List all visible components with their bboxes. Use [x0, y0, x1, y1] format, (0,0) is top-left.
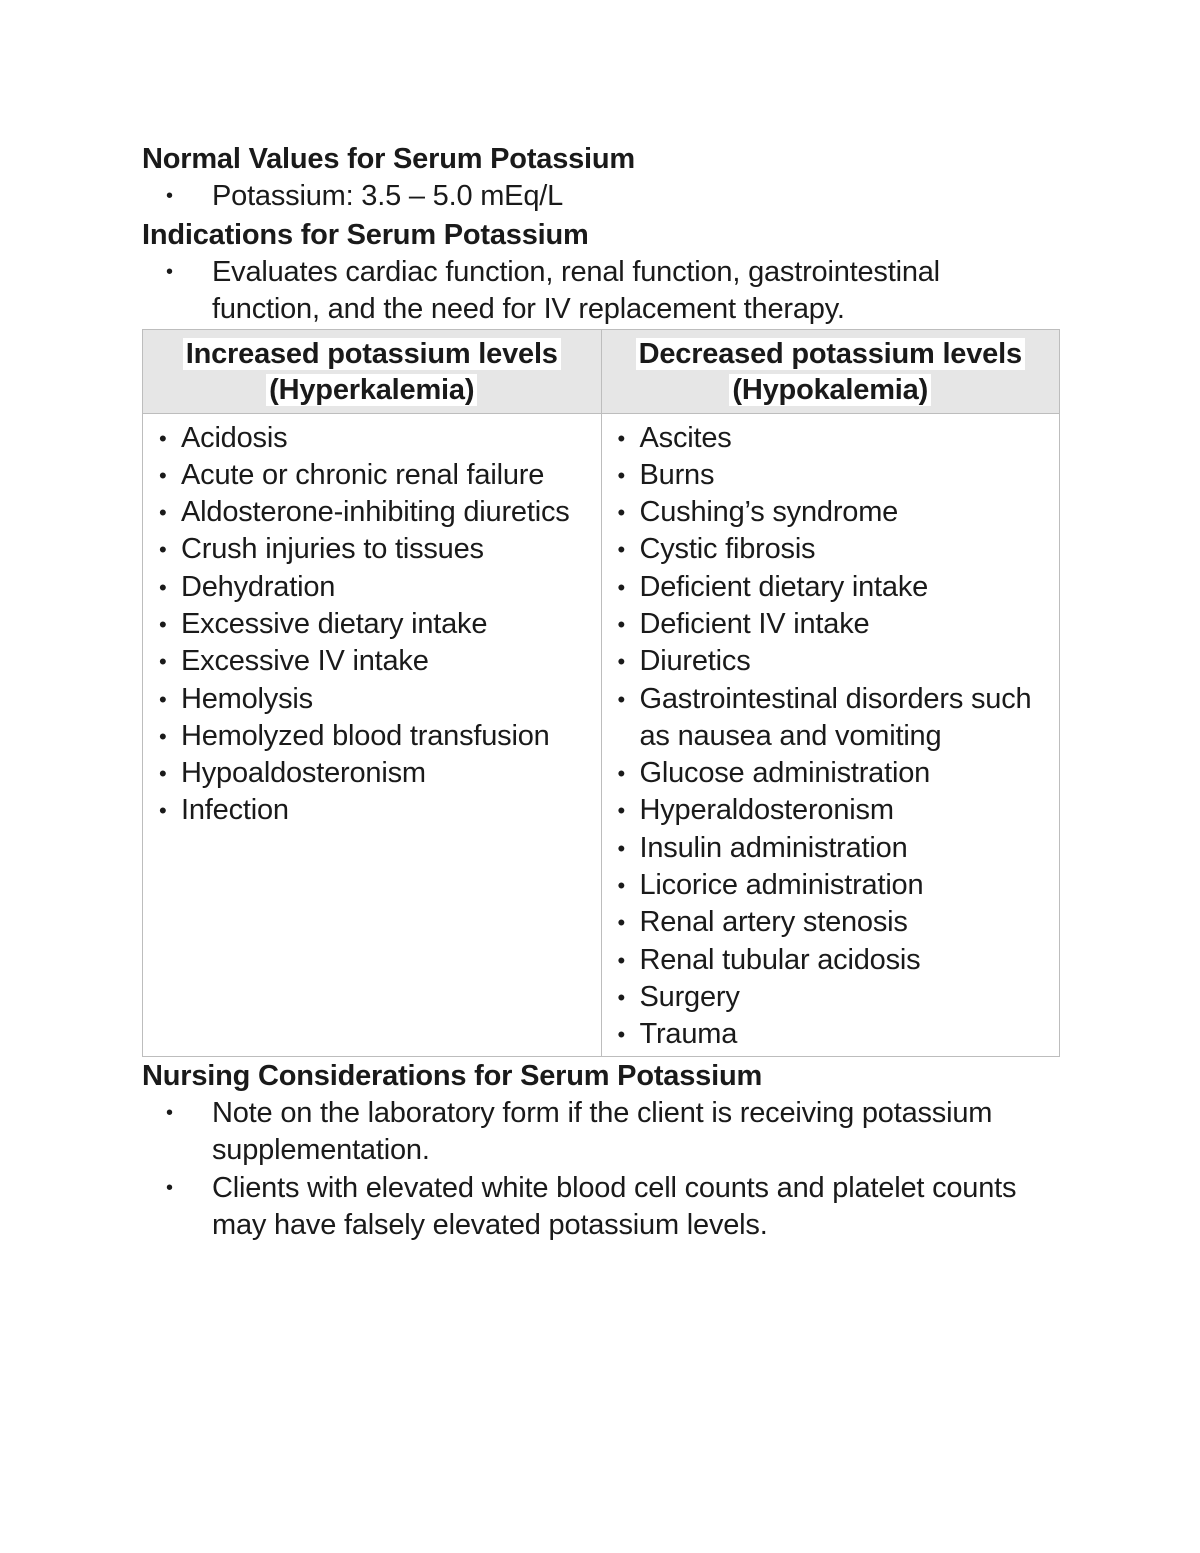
bullet-icon: •: [617, 611, 626, 637]
decreased-header-line2: (Hypokalemia): [729, 374, 931, 406]
list-item-text: Evaluates cardiac function, renal function, gastrointestinal function, and the need for IV replacement therapy.: [212, 255, 940, 325]
bullet-icon: •: [159, 798, 167, 824]
list-item: [142, 178, 1060, 216]
list-item: [618, 867, 1050, 904]
bullet-icon: •: [617, 761, 626, 787]
increased-header: [143, 329, 602, 413]
list-item-text: Surgery: [639, 980, 740, 1013]
list-item: [618, 1016, 1050, 1053]
list-item-text: Cystic fibrosis: [639, 533, 816, 566]
list-item: [159, 718, 591, 755]
list-item: [159, 606, 591, 643]
list-item-text: Note on the laboratory form if the client is receiving potassium supplementation.: [212, 1096, 993, 1167]
list-item-text: Potassium: 3.5 – 5.0 mEq/L: [212, 180, 564, 212]
bullet-icon: •: [617, 984, 626, 1010]
bullet-icon: •: [617, 910, 626, 936]
list-item: [142, 254, 1060, 329]
decreased-list: [618, 420, 1050, 1054]
list-item-text: Hemolysis: [181, 682, 313, 715]
list-item: [159, 494, 591, 531]
list-item: [618, 420, 1050, 457]
table-header-row: [143, 329, 1060, 413]
bullet-icon: •: [617, 425, 626, 451]
increased-header-line1: Increased potassium levels: [183, 338, 561, 370]
list-item-text: Gastrointestinal disorders such as nausea and vomiting: [639, 682, 1032, 752]
list-item: [618, 643, 1050, 680]
increased-list: [159, 420, 591, 830]
list-item-text: Ascites: [639, 421, 732, 454]
nursing-considerations-list: [142, 1095, 1060, 1245]
bullet-icon: •: [617, 649, 626, 675]
bullet-icon: •: [617, 574, 626, 600]
list-item: [142, 1095, 1060, 1170]
list-item: [618, 494, 1050, 531]
bullet-icon: •: [159, 761, 167, 787]
list-item-text: Clients with elevated white blood cell counts and platelet counts may have falsely elevated potassium levels.: [212, 1171, 1017, 1242]
list-item: [618, 904, 1050, 941]
list-item: [159, 457, 591, 494]
list-item-text: Deficient IV intake: [639, 607, 870, 640]
potassium-levels-table: [142, 329, 1060, 1057]
list-item: [159, 569, 591, 606]
decreased-cell: [601, 413, 1060, 1056]
bullet-icon: •: [166, 1101, 173, 1124]
list-item-text: Hypoaldosteronism: [181, 757, 426, 790]
bullet-icon: •: [159, 500, 167, 526]
list-item-text: Glucose administration: [639, 757, 931, 790]
list-item: [618, 569, 1050, 606]
list-item-text: Insulin administration: [639, 831, 908, 864]
list-item-text: Renal artery stenosis: [639, 906, 908, 939]
list-item: [159, 420, 591, 457]
list-item-text: Diuretics: [639, 645, 751, 678]
document-page: [142, 140, 1060, 1245]
table-row: [143, 413, 1060, 1056]
list-item: [618, 942, 1050, 979]
bullet-icon: •: [159, 686, 167, 712]
list-item: [618, 606, 1050, 643]
bullet-icon: •: [617, 873, 626, 899]
bullet-icon: •: [166, 260, 173, 283]
list-item: [618, 531, 1050, 568]
list-item-text: Crush injuries to tissues: [181, 533, 484, 566]
list-item: [159, 643, 591, 680]
indications-heading: Indications for Serum Potassium: [142, 218, 589, 251]
bullet-icon: •: [159, 611, 167, 637]
bullet-icon: •: [159, 649, 167, 675]
decreased-header-line1: Decreased potassium levels: [636, 338, 1025, 370]
list-item: [159, 681, 591, 718]
list-item: [159, 755, 591, 792]
list-item-text: Cushing’s syndrome: [639, 496, 899, 529]
bullet-icon: •: [159, 537, 167, 563]
list-item: [618, 755, 1050, 792]
list-item-text: Deficient dietary intake: [639, 570, 929, 603]
bullet-icon: •: [159, 462, 167, 488]
bullet-icon: •: [166, 185, 173, 207]
bullet-icon: •: [617, 462, 626, 488]
list-item-text: Hemolyzed blood transfusion: [181, 719, 550, 752]
bullet-icon: •: [617, 686, 626, 712]
list-item: [159, 792, 591, 829]
list-item-text: Licorice administration: [639, 869, 924, 902]
list-item: [142, 1170, 1060, 1245]
bullet-icon: •: [159, 723, 167, 749]
bullet-icon: •: [617, 500, 626, 526]
list-item-text: Aldosterone-inhibiting diuretics: [181, 496, 570, 529]
list-item: [618, 681, 1050, 756]
list-item-text: Renal tubular acidosis: [639, 943, 921, 976]
list-item-text: Acidosis: [181, 421, 288, 454]
increased-cell: [143, 413, 602, 1056]
list-item-text: Dehydration: [181, 570, 336, 603]
decreased-header: [601, 329, 1060, 413]
list-item: [618, 457, 1050, 494]
bullet-icon: •: [159, 425, 167, 451]
list-item-text: Trauma: [639, 1018, 738, 1051]
list-item-text: Acute or chronic renal failure: [181, 458, 545, 491]
list-item: [618, 830, 1050, 867]
bullet-icon: •: [159, 574, 167, 600]
list-item-text: Excessive dietary intake: [181, 607, 488, 640]
bullet-icon: •: [617, 1022, 626, 1048]
indications-list: [142, 254, 1060, 329]
list-item-text: Infection: [181, 794, 289, 827]
bullet-icon: •: [617, 537, 626, 563]
list-item-text: Burns: [639, 458, 715, 491]
list-item: [618, 792, 1050, 829]
normal-values-list: [142, 178, 1060, 216]
bullet-icon: •: [166, 1176, 173, 1199]
list-item: [618, 979, 1050, 1016]
increased-header-line2: (Hyperkalemia): [266, 374, 477, 406]
nursing-considerations-heading: Nursing Considerations for Serum Potassium: [142, 1059, 763, 1092]
list-item-text: Excessive IV intake: [181, 645, 429, 678]
list-item-text: Hyperaldosteronism: [639, 794, 894, 827]
bullet-icon: •: [617, 798, 626, 824]
list-item: [159, 531, 591, 568]
normal-values-heading: Normal Values for Serum Potassium: [142, 143, 636, 175]
bullet-icon: •: [617, 835, 626, 861]
bullet-icon: •: [617, 947, 626, 973]
